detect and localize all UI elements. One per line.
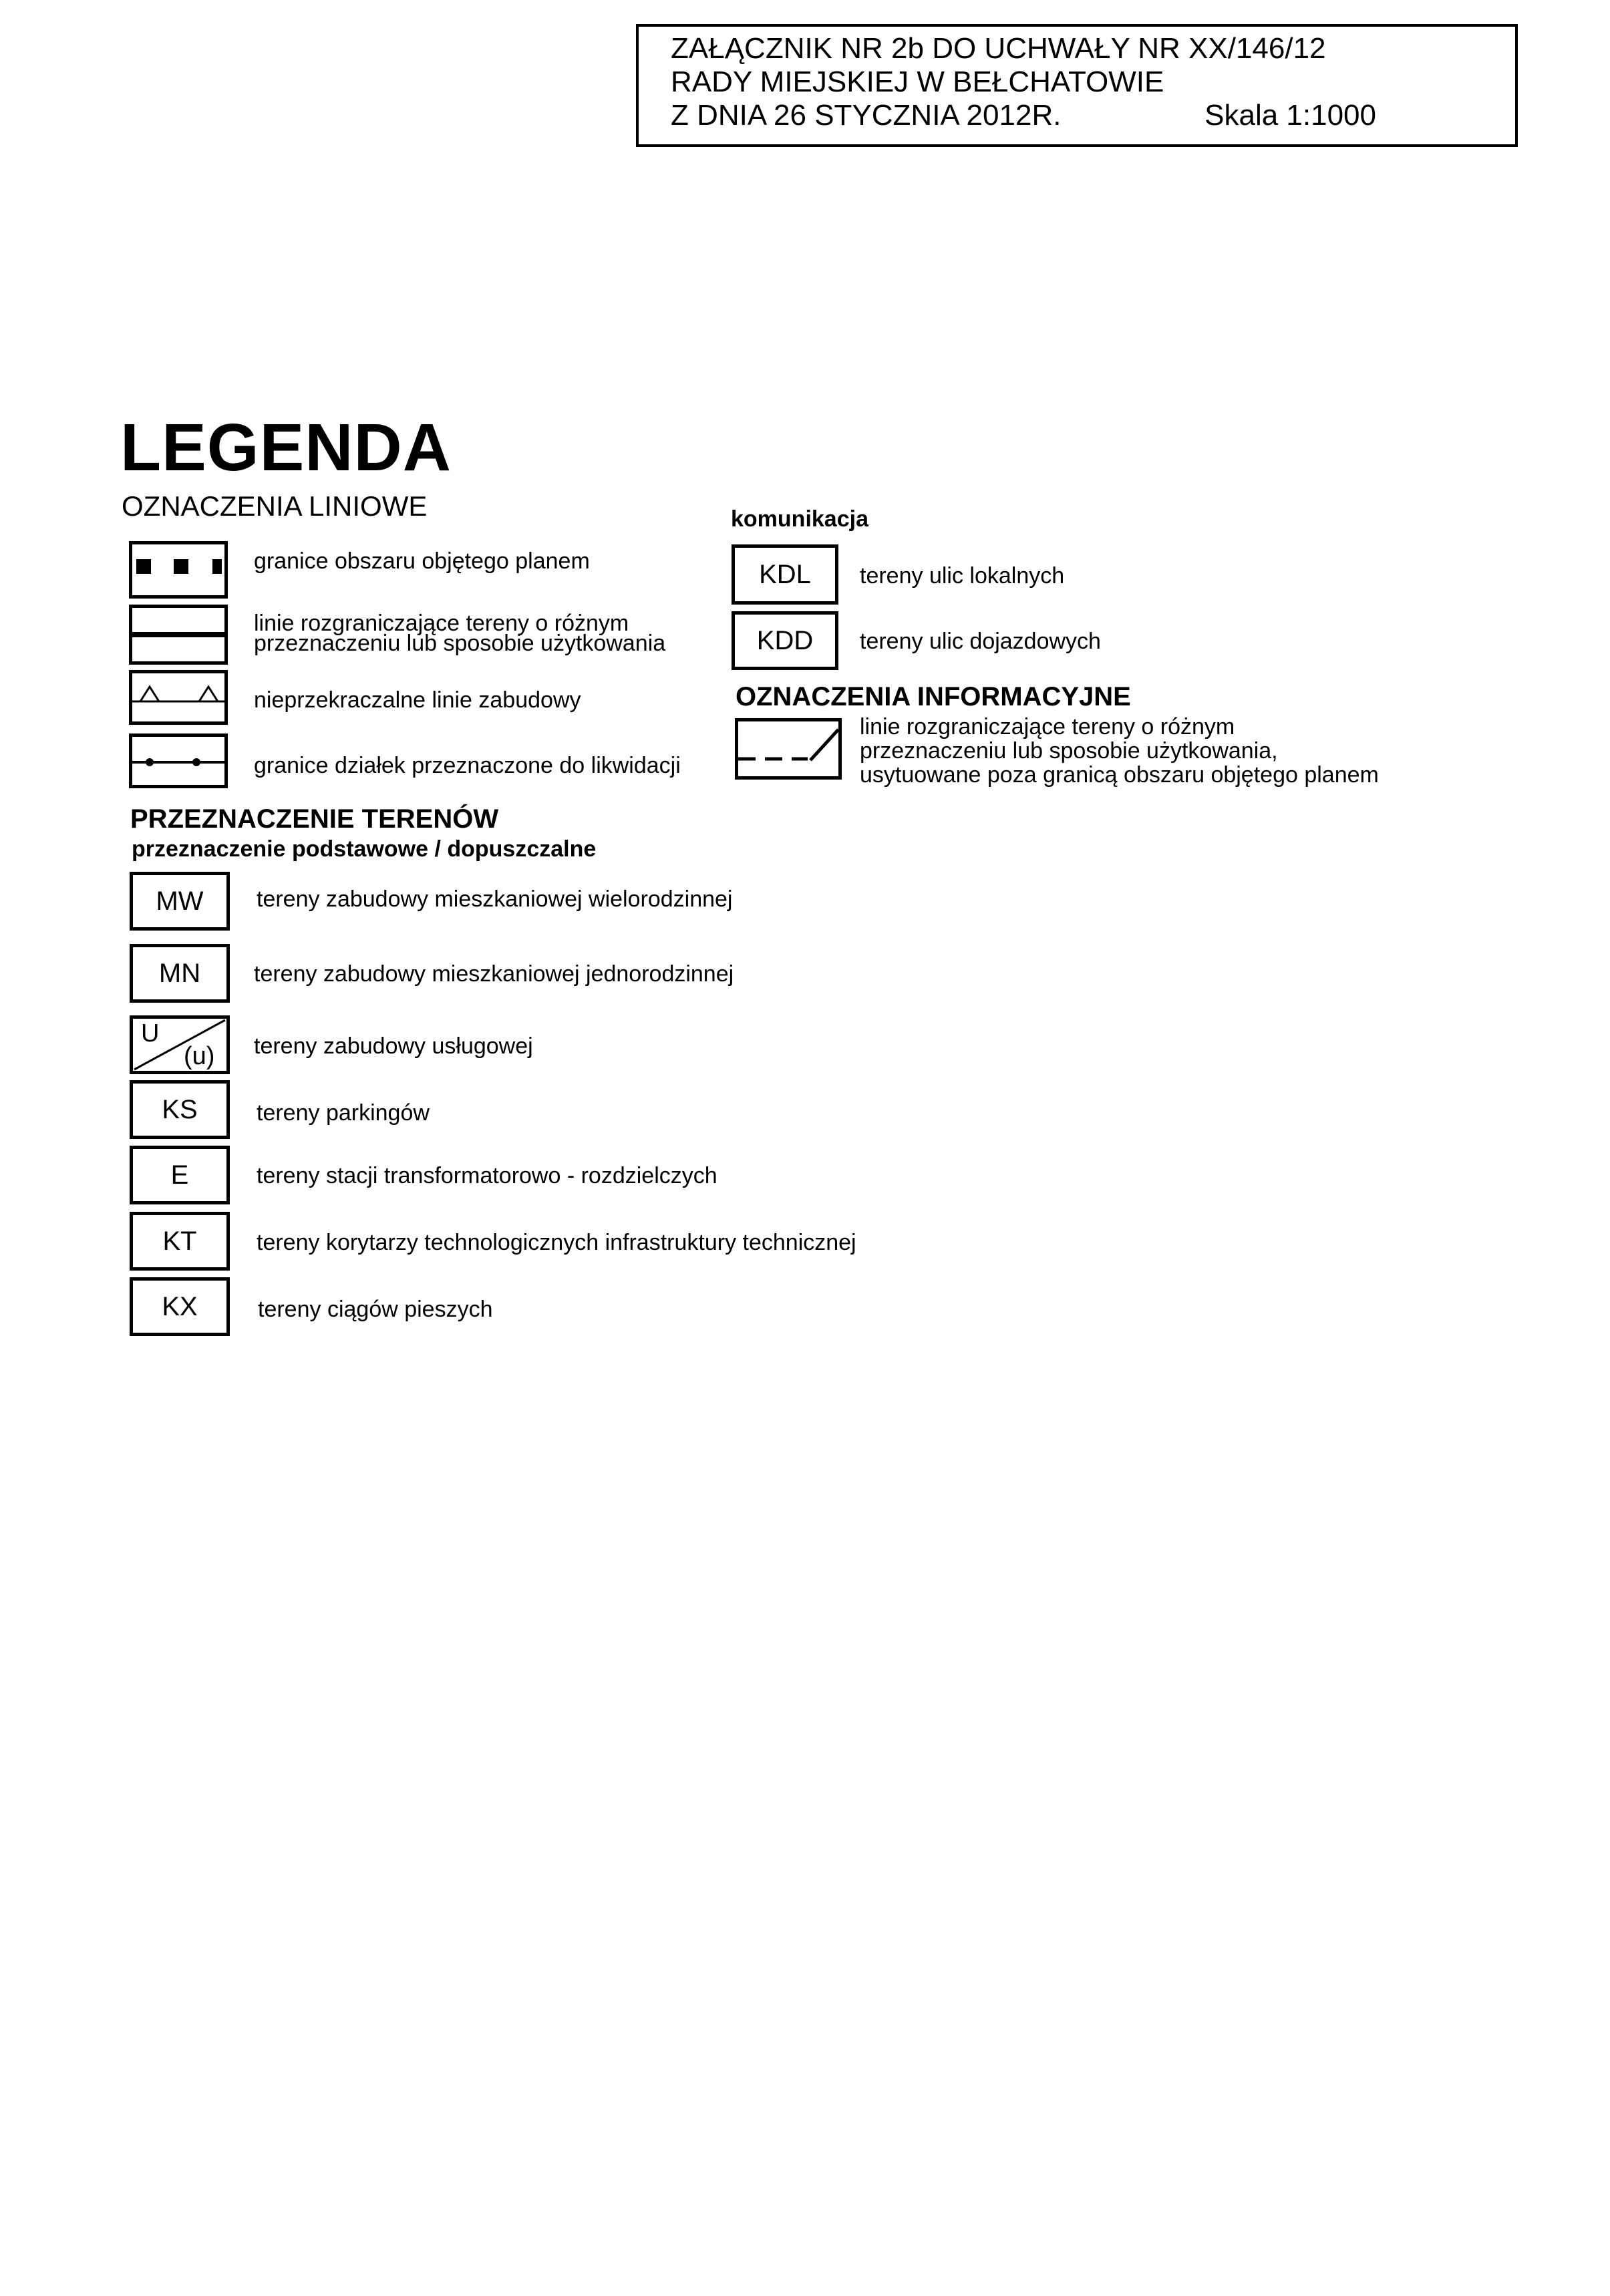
parcel-boundary-label: granice działek przeznaczone do likwidacji [254,753,681,778]
transport-label-kdd: tereny ulic dojazdowych [860,629,1101,654]
land-use-label-u: tereny zabudowy usługowej [254,1033,533,1059]
code-box-u [130,1015,230,1074]
map-scale: Skala 1:1000 [1204,99,1376,132]
land-use-label-ks: tereny parkingów [257,1100,430,1126]
code-u-primary: U [141,1019,160,1047]
code-u-secondary: (u) [184,1042,215,1070]
dividing-line-icon [129,605,228,665]
annex-date: Z DNIA 26 STYCZNIA 2012R. [671,99,1062,132]
code-box-kdd: KDD [732,611,838,670]
land-use-label-e: tereny stacji transformatorowo - rozdzielczych [257,1163,717,1188]
annex-title-line1: ZAŁĄCZNIK NR 2b DO UCHWAŁY NR XX/146/12 [671,32,1326,65]
code-box-kt: KT [130,1212,230,1271]
code-box-e: E [130,1146,230,1204]
plan-boundary-label: granice obszaru objętego planem [254,548,590,574]
parcel-boundary-icon [129,733,228,788]
informational-label: linie rozgraniczające tereny o różnym przeznaczeniu lub sposobie użytkowania, usytuowane poza granicą obszaru objętego planem [860,714,1379,788]
land-use-label-kx: tereny ciągów pieszych [258,1297,493,1322]
land-use-label-mw: tereny zabudowy mieszkaniowej wielorodzinnej [257,886,733,912]
land-use-heading: PRZEZNACZENIE TERENÓW [130,804,499,834]
annex-title-line2: RADY MIEJSKIEJ W BEŁCHATOWIE [671,65,1164,98]
code-box-mn: MN [130,944,230,1003]
annex-header-box [636,24,1518,147]
transport-heading: komunikacja [731,506,868,532]
dashed-dividing-line-icon [735,718,842,780]
code-box-kdl: KDL [732,544,838,605]
code-box-mw: MW [130,872,230,931]
legend-title: LEGENDA [120,410,452,485]
dividing-line-label: linie rozgraniczające tereny o różnym przeznaczeniu lub sposobie użytkowania [254,611,666,656]
code-box-ks: KS [130,1080,230,1139]
building-line-icon [129,670,228,725]
plan-boundary-icon [129,541,228,599]
land-use-subheading: przeznaczenie podstawowe / dopuszczalne [132,836,597,862]
land-use-label-mn: tereny zabudowy mieszkaniowej jednorodzinnej [254,961,734,987]
informational-heading: OZNACZENIA INFORMACYJNE [736,682,1131,711]
transport-label-kdl: tereny ulic lokalnych [860,563,1065,589]
building-line-label: nieprzekraczalne linie zabudowy [254,687,581,713]
annex-title-line3-row [671,99,1483,132]
land-use-label-kt: tereny korytarzy technologicznych infrastruktury technicznej [257,1230,856,1255]
code-box-kx: KX [130,1277,230,1336]
linear-markings-heading: OZNACZENIA LINIOWE [122,490,428,522]
